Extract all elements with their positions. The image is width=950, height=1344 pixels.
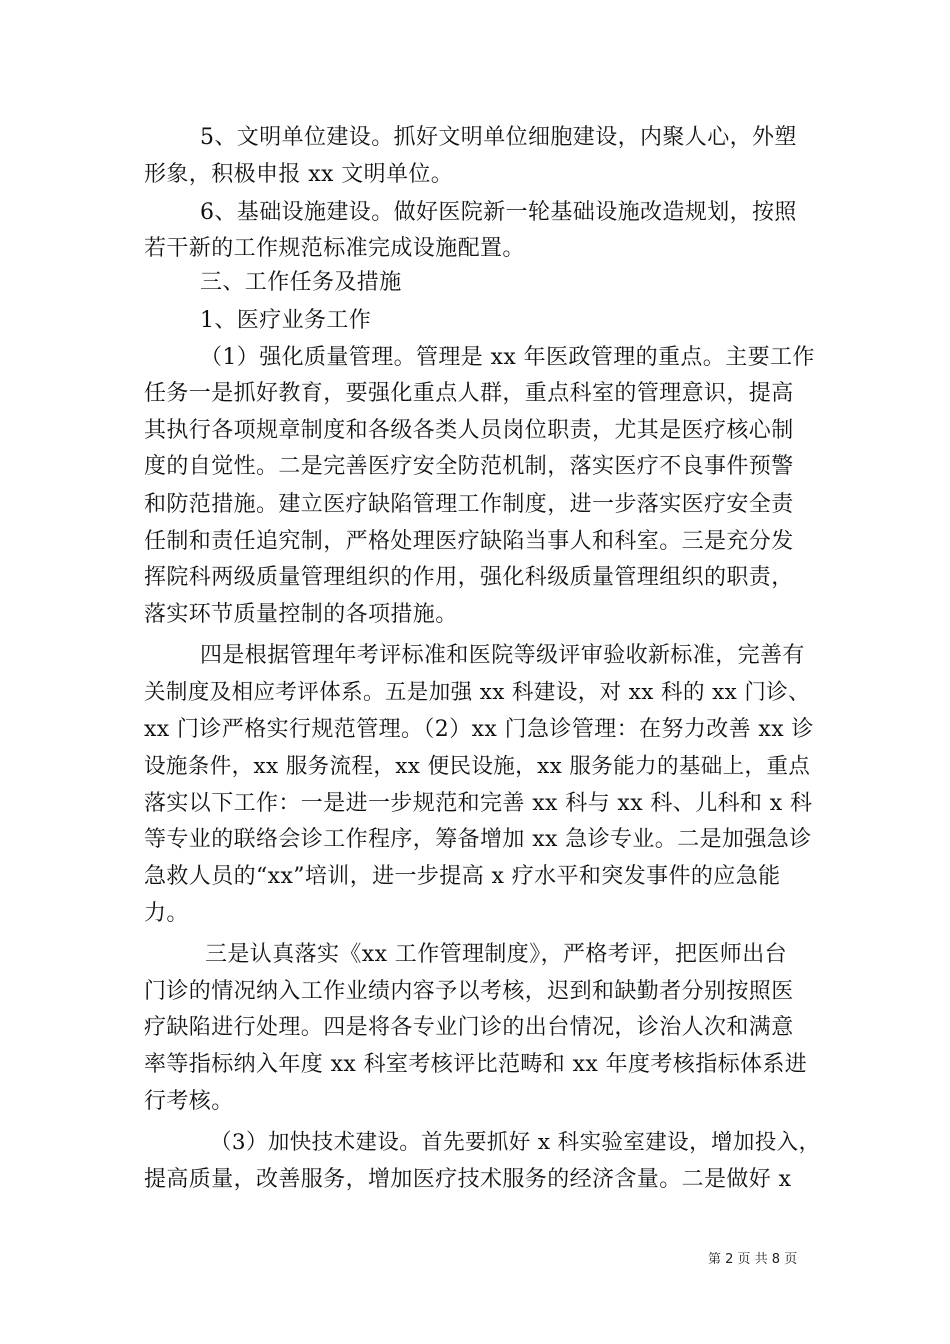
text-line: 率等指标纳入年度 xx 科室考核评比范畴和 xx 年度考核指标体系进 xyxy=(144,1052,808,1077)
text-line: 若干新的工作规范标准完成设施配置。 xyxy=(144,236,525,261)
text-line: 提高质量，改善服务，增加医疗技术服务的经济含量。二是做好 x xyxy=(144,1167,792,1192)
text-line: 6、基础设施建设。做好医院新一轮基础设施改造规划，按照 xyxy=(200,200,797,225)
text-line: 任务一是抓好教育，要强化重点人群，重点科室的管理意识，提高 xyxy=(144,381,794,406)
page-number: 第 2 页 共 8 页 xyxy=(708,1252,798,1267)
text-line: 设施条件，xx 服务流程，xx 便民设施，xx 服务能力的基础上，重点 xyxy=(144,754,811,779)
text-line: 挥院科两级质量管理组织的作用，强化科级质量管理组织的职责， xyxy=(144,565,794,590)
text-line: 等专业的联络会诊工作程序，筹备增加 xx 急诊专业。二是加强急诊 xyxy=(144,827,812,852)
text-line: 落实环节质量控制的各项措施。 xyxy=(144,602,458,627)
subsection-heading: 1、医疗业务工作 xyxy=(200,308,372,333)
text-line: 门诊的情况纳入工作业绩内容予以考核，迟到和缺勤者分别按照医 xyxy=(144,979,794,1004)
text-line: 行考核。 xyxy=(144,1089,234,1114)
text-line: 急救人员的“xx”培训，进一步提高 x 疗水平和突发事件的应急能 xyxy=(144,864,781,889)
text-line: （3）加快技术建设。首先要抓好 x 科实验室建设，增加投入， xyxy=(210,1130,821,1155)
text-line: 关制度及相应考评体系。五是加强 xx 科建设，对 xx 科的 xx 门诊、 xyxy=(144,680,811,705)
text-line: 四是根据管理年考评标准和医院等级评审验收新标准，完善有 xyxy=(200,643,805,668)
text-line: 力。 xyxy=(144,901,189,926)
text-line: 和防范措施。建立医疗缺陷管理工作制度，进一步落实医疗安全责 xyxy=(144,492,794,517)
text-line: （1）强化质量管理。管理是 xx 年医政管理的重点。主要工作 xyxy=(200,345,815,370)
text-line: 落实以下工作：一是进一步规范和完善 xx 科与 xx 科、儿科和 x 科 xyxy=(144,791,813,816)
text-line: 其执行各项规章制度和各级各类人员岗位职责，尤其是医疗核心制 xyxy=(144,418,794,443)
text-line: 任制和责任追究制，严格处理医疗缺陷当事人和科室。三是充分发 xyxy=(144,529,794,554)
text-line: 度的自觉性。二是完善医疗安全防范机制，落实医疗不良事件预警 xyxy=(144,454,794,479)
text-line: 形象，积极申报 xx 文明单位。 xyxy=(144,162,454,187)
text-line: 5、文明单位建设。抓好文明单位细胞建设，内聚人心，外塑 xyxy=(200,125,797,150)
text-line: xx 门诊严格实行规范管理。（2）xx 门急诊管理：在努力改善 xx 诊 xyxy=(144,717,814,742)
text-line: 疗缺陷进行处理。四是将各专业门诊的出台情况，诊治人次和满意 xyxy=(144,1015,794,1040)
text-line: 三是认真落实《xx 工作管理制度》，严格考评，把医师出台 xyxy=(205,942,788,967)
section-heading: 三、工作任务及措施 xyxy=(200,270,402,295)
